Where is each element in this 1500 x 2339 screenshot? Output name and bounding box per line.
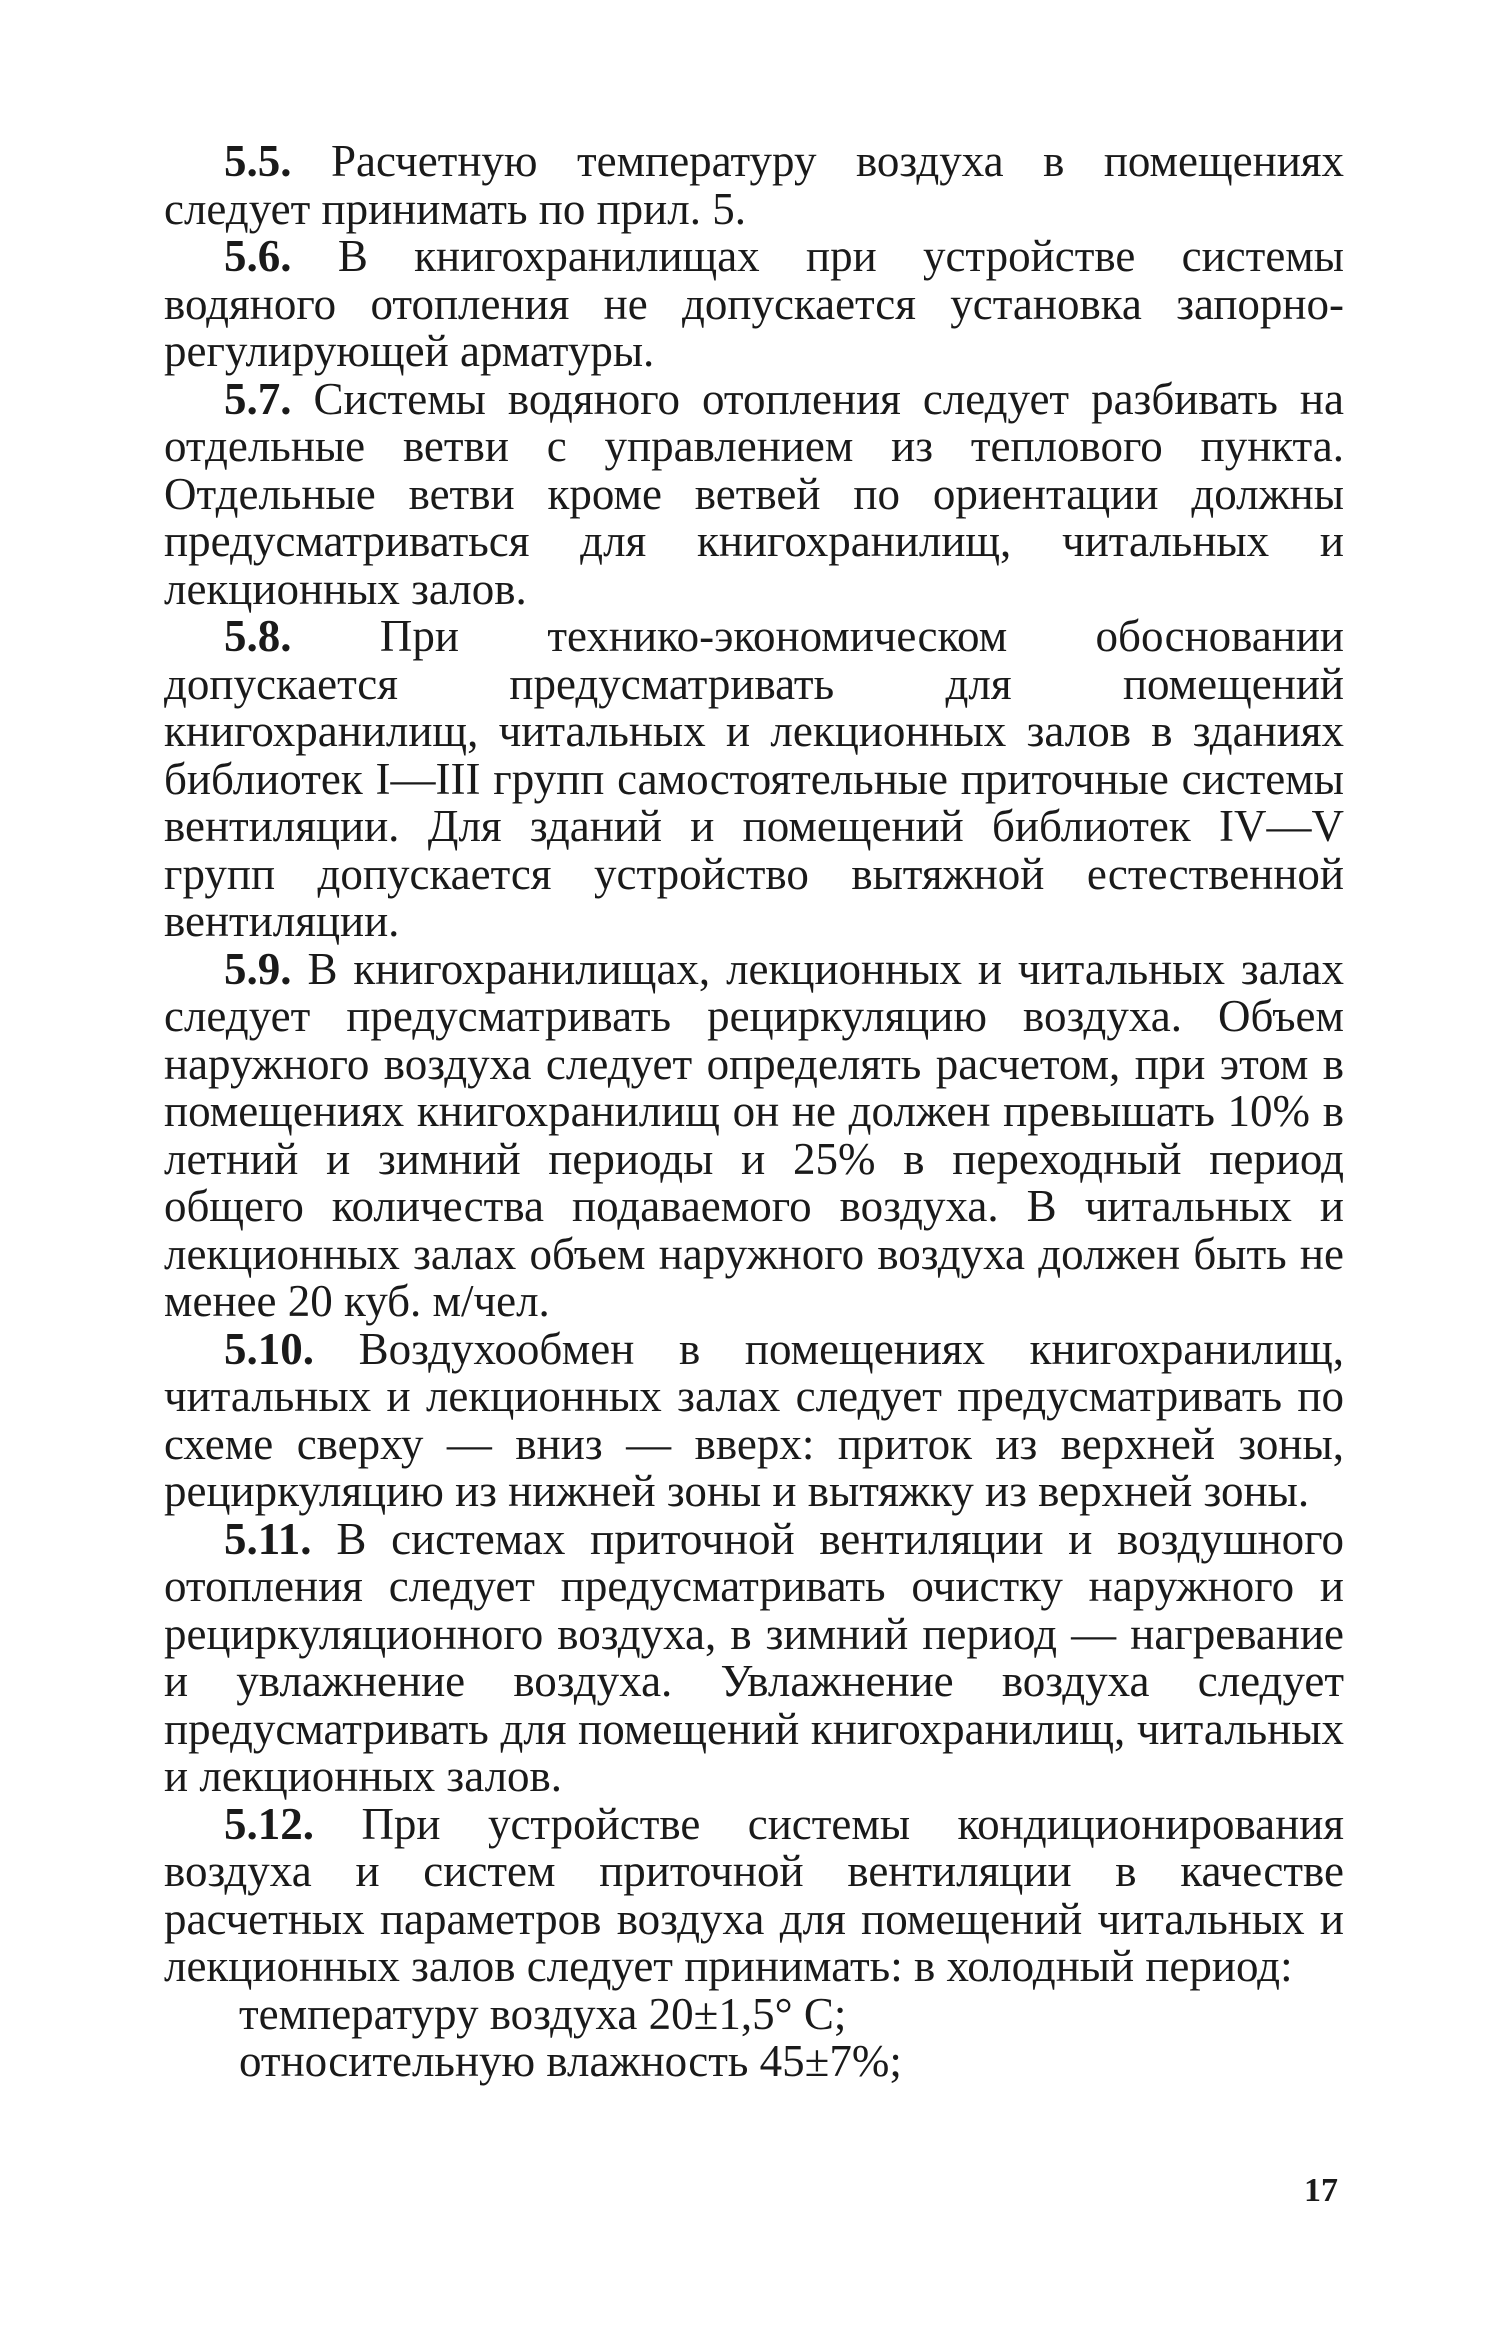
paragraph-number: 5.5. bbox=[224, 136, 292, 186]
paragraph-5-12 bbox=[164, 1798, 1345, 1991]
list-line-humidity: относительную влажность 45±7%; bbox=[239, 2036, 902, 2086]
document-page bbox=[164, 138, 1344, 2086]
paragraph-text: При устройстве системы кондиционирования воздуха и систем приточной вентиляции в качестве расчетных параметров воздуха для помещений читальных и лекционных залов следует принимать: в холодный период: bbox=[164, 1798, 1345, 1991]
paragraph-number: 5.11. bbox=[224, 1513, 312, 1564]
paragraph-text: При технико-экономическом обосновании допускается предусматривать для помещений книгохранилищ, читальных и лекционных залов в зданиях библиотек I—III групп самостоятельные приточные системы вентиляции. Для зданий и помещений библиотек IV—V групп допускается устройство вытяжной естественной вентиляции. bbox=[164, 611, 1344, 946]
paragraph-5-7 bbox=[164, 373, 1344, 614]
paragraph-number: 5.7. bbox=[224, 373, 292, 424]
paragraph-5-8 bbox=[164, 613, 1344, 946]
paragraph-text: Системы водяного отопления следует разбивать на отдельные ветви с управлением из теплового пункта. Отдельные ветви кроме ветвей по ориентации должны предусматриваться для книгохранилищ, читальных и лекционных залов. bbox=[164, 373, 1344, 614]
paragraph-number: 5.12. bbox=[224, 1798, 314, 1849]
paragraph-5-10 bbox=[164, 1323, 1344, 1516]
paragraph-number: 5.8. bbox=[224, 611, 292, 661]
paragraph-number: 5.9. bbox=[224, 943, 292, 994]
page-number: 17 bbox=[1304, 2172, 1338, 2209]
paragraph-text: Расчетную температуру воздуха в помещениях следует принимать по прил. 5. bbox=[164, 136, 1344, 234]
paragraph-5-9 bbox=[164, 943, 1344, 1326]
paragraph-number: 5.10. bbox=[224, 1323, 314, 1374]
list-line-temperature: температуру воздуха 20±1,5° С; bbox=[239, 1988, 847, 2039]
paragraph-text: Воздухообмен в помещениях книгохранилищ, читальных и лекционных залах следует предусматривать по схеме сверху — вниз — вверх: приток из верхней зоны, рециркуляцию из нижней зоны и вытяжку из верхней зоны. bbox=[164, 1323, 1344, 1516]
paragraph-text: В книгохранилищах, лекционных и читальных залах следует предусматривать рециркуляцию воздуха. Объем наружного воздуха следует определять расчетом, при этом в помещениях книгохранилищ он не должен превышать 10% в летний и зимний периоды и 25% в переходный период общего количества подаваемого воздуха. В читальных и лекционных залах объем наружного воздуха должен быть не менее 20 куб. м/чел. bbox=[164, 943, 1344, 1326]
paragraph-number: 5.6. bbox=[224, 231, 292, 281]
paragraph-text: В системах приточной вентиляции и воздушного отопления следует предусматривать очистку наружного и рециркуляционного воздуха, в зимний период — нагревание и увлажнение воздуха. Увлажнение воздуха следует предусматривать для помещений книгохранилищ, читальных и лекционных залов. bbox=[164, 1513, 1345, 1801]
paragraph-5-5 bbox=[164, 138, 1344, 233]
paragraph-text: В книгохранилищах при устройстве системы водяного отопления не допускается установка запорно-регулирующей арматуры. bbox=[164, 231, 1345, 376]
paragraph-5-11 bbox=[164, 1513, 1345, 1801]
paragraph-5-6 bbox=[164, 233, 1344, 376]
